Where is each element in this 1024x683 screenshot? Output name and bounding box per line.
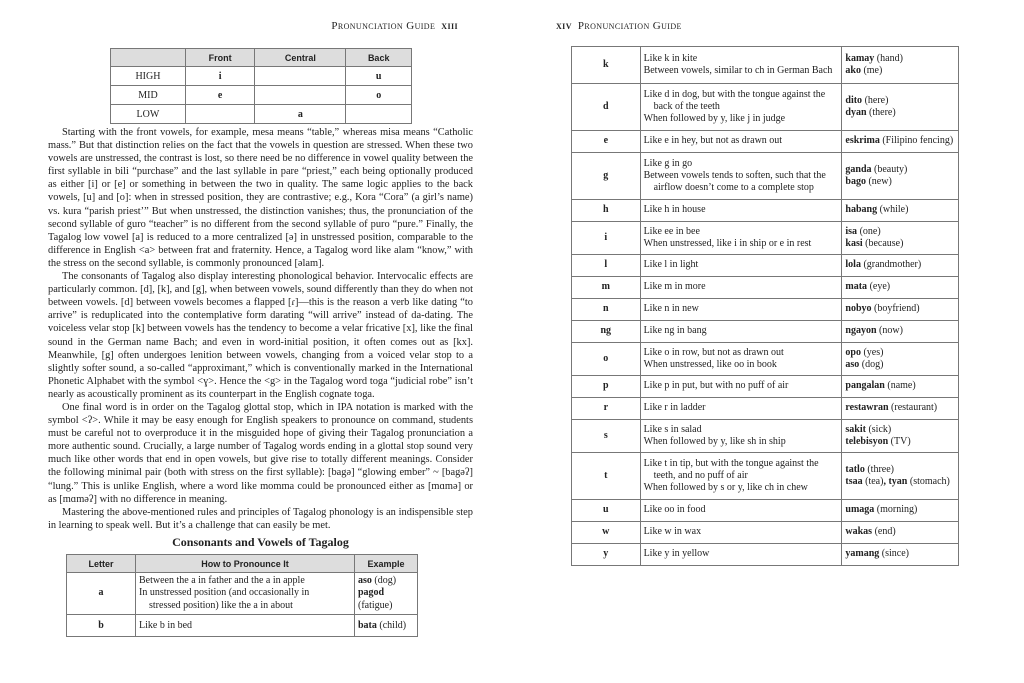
letter-cell: k: [572, 47, 641, 84]
example-line: pagod (fatigue): [358, 587, 393, 611]
example-cell: [842, 321, 959, 343]
pronunciation-cell: [640, 47, 842, 84]
pronunciation-line: Like b in bed: [139, 619, 193, 631]
pronunciation-cell: [640, 398, 842, 420]
pronunciation-line: Between vowels tends to soften, such that the: [643, 169, 826, 181]
running-head-title: Pronunciation Guide: [577, 20, 682, 32]
vowel-cell: [185, 105, 255, 124]
example-cell: [842, 420, 959, 453]
consonant-vowel-table-continued: [571, 46, 959, 566]
letter-cell: a: [67, 573, 136, 615]
example-line: mata (eye): [845, 281, 891, 293]
table-row: [572, 398, 959, 420]
letter-cell: e: [572, 131, 641, 153]
vowel-chart-header: Back: [346, 49, 412, 67]
running-head-right: [556, 20, 682, 32]
pronunciation-line: When unstressed, like oo in book: [643, 359, 777, 370]
example-line: ganda (beauty): [845, 163, 908, 175]
table-row: [67, 615, 418, 637]
vowel-chart-row: [111, 86, 412, 105]
example-line: kasi (because): [845, 238, 904, 249]
pronunciation-line: Like t in tip, but with the tongue against the: [643, 457, 819, 469]
table-row: [572, 255, 959, 277]
pronunciation-cell: [136, 573, 355, 615]
pronunciation-cell: [640, 522, 842, 544]
column-header: Letter: [67, 555, 136, 573]
pronunciation-line: Like g in go: [643, 157, 693, 169]
pronunciation-line: Like oo in food: [643, 504, 706, 516]
pronunciation-line: Like h in house: [643, 204, 706, 216]
vowel-cell: u: [346, 67, 412, 86]
pronunciation-line: Between vowels, similar to ch in German Bach: [643, 65, 833, 76]
pronunciation-line: When followed by y, like j in judge: [643, 113, 786, 125]
letter-cell: h: [572, 200, 641, 222]
letter-cell: o: [572, 343, 641, 376]
vowel-chart-header: Front: [185, 49, 255, 67]
table-row: [572, 376, 959, 398]
example-cell: [355, 615, 418, 637]
pronunciation-line: In unstressed position (and occasionally in: [139, 587, 310, 599]
vowel-chart-header: Central: [255, 49, 346, 67]
example-cell: [842, 500, 959, 522]
table-row: [572, 299, 959, 321]
letter-cell: l: [572, 255, 641, 277]
paragraph: The consonants of Tagalog also display interesting phonological behavior. Intervocalic effects are particularly common. [d], [k], and [g], when between vowels, sound differently than they do when not between vowels. [d] between vowels becomes a flapped [ɾ]—this is the reason a verb like dating “to arrive” is reduplicated into the contemplative form darating “will arrive” instead of da-dating. The voiceless velar stop [k] between vowels has the tendency to become a velar fricative [x], like the final sound in the German name Bach; and even in word-initial position, it often comes out as [kx]. Meanwhile, [g] often undergoes lenition between vowels, changing from a voiced velar stop to a slightly softer sound, a so-called “approximant,” which is conventionally marked in the International Phonetic Alphabet with the symbol <ɣ>. Hence the <g> in the Tagalog word toga “judicial robe” isn’t nearly as acoustically prominent as its counterpart in the English cognate toga.: [48, 271, 473, 400]
body-text: [48, 126, 473, 532]
pronunciation-line: Between the a in father and the a in apple: [139, 575, 305, 586]
example-line: sakit (sick): [845, 423, 892, 435]
pronunciation-line: teeth, and no puff of air: [653, 469, 748, 481]
table-row: [572, 153, 959, 200]
pronunciation-cell: [640, 222, 842, 255]
example-cell: [842, 84, 959, 131]
example-line: nobyo (boyfriend): [845, 303, 920, 315]
letter-cell: i: [572, 222, 641, 255]
running-head-title: Pronunciation Guide: [331, 20, 436, 32]
letter-cell: b: [67, 615, 136, 637]
example-line: lola (grandmother): [845, 259, 922, 271]
letter-cell: w: [572, 522, 641, 544]
example-line: kamay (hand): [845, 52, 903, 64]
example-cell: [842, 131, 959, 153]
vowel-cell: o: [346, 86, 412, 105]
table-row: [572, 84, 959, 131]
pronunciation-line: stressed position) like the a in about: [149, 599, 293, 611]
table-row: [67, 573, 418, 615]
letter-cell: y: [572, 544, 641, 566]
pronunciation-cell: [640, 544, 842, 566]
example-line: aso (dog): [845, 359, 884, 370]
pronunciation-line: Like ee in bee: [643, 225, 700, 237]
pronunciation-line: Like e in hey, but not as drawn out: [643, 135, 783, 147]
pronunciation-cell: [640, 153, 842, 200]
example-line: opo (yes): [845, 346, 884, 358]
pronunciation-line: Like d in dog, but with the tongue against the: [643, 88, 826, 100]
vowel-cell: [255, 67, 346, 86]
table-row: [572, 277, 959, 299]
pronunciation-line: Like s in salad: [643, 423, 702, 435]
example-line: tatlo (three): [845, 463, 894, 475]
pronunciation-cell: [640, 343, 842, 376]
pronunciation-cell: [136, 615, 355, 637]
pronunciation-line: airflow doesn’t come to a complete stop: [653, 182, 814, 194]
table-row: [572, 522, 959, 544]
pronunciation-line: Like r in ladder: [643, 402, 706, 414]
pronunciation-line: When followed by s or y, like ch in chew: [643, 482, 808, 494]
vowel-cell: a: [255, 105, 346, 124]
table-row: [572, 343, 959, 376]
vowel-cell: e: [185, 86, 255, 105]
example-line: ako (me): [845, 65, 883, 76]
example-line: aso (dog): [358, 575, 397, 586]
example-line: eskrima (Filipino fencing): [845, 135, 954, 147]
example-cell: [842, 222, 959, 255]
letter-cell: u: [572, 500, 641, 522]
pronunciation-line: Like ng in bang: [643, 325, 707, 337]
example-cell: [842, 376, 959, 398]
example-line: dito (here): [845, 94, 889, 106]
table-row: [572, 131, 959, 153]
example-cell: [842, 47, 959, 84]
table-row: [572, 544, 959, 566]
vowel-cell: i: [185, 67, 255, 86]
letter-cell: ng: [572, 321, 641, 343]
example-cell: [842, 453, 959, 500]
example-line: habang (while): [845, 204, 909, 216]
pronunciation-cell: [640, 420, 842, 453]
section-title: Consonants and Vowels of Tagalog: [172, 535, 349, 549]
example-line: wakas (end): [845, 526, 896, 538]
table-row: [572, 321, 959, 343]
page-number: xiv: [556, 20, 572, 32]
letter-cell: g: [572, 153, 641, 200]
example-line: restawran (restaurant): [845, 402, 938, 414]
pronunciation-line: Like n in new: [643, 303, 699, 315]
consonant-vowel-table: [66, 554, 418, 637]
example-line: umaga (morning): [845, 504, 918, 516]
letter-cell: r: [572, 398, 641, 420]
page-number: xiii: [441, 20, 458, 32]
example-cell: [842, 398, 959, 420]
vowel-cell: [255, 86, 346, 105]
example-cell: [842, 200, 959, 222]
letter-cell: d: [572, 84, 641, 131]
pronunciation-cell: [640, 255, 842, 277]
table-row: [572, 47, 959, 84]
pronunciation-line: When unstressed, like i in ship or e in rest: [643, 238, 812, 249]
example-line: dyan (there): [845, 107, 896, 118]
running-head-left: [331, 20, 464, 32]
letter-cell: s: [572, 420, 641, 453]
pronunciation-line: back of the teeth: [653, 100, 720, 112]
pronunciation-line: Like p in put, but with no puff of air: [643, 380, 789, 392]
pronunciation-cell: [640, 131, 842, 153]
pronunciation-line: Like m in more: [643, 281, 706, 293]
example-line: ngayon (now): [845, 325, 903, 337]
table-row: [572, 453, 959, 500]
example-cell: [842, 255, 959, 277]
column-header: Example: [355, 555, 418, 573]
example-line: bago (new): [845, 176, 892, 187]
pronunciation-line: Like w in wax: [643, 526, 702, 538]
pronunciation-line: Like k in kite: [643, 52, 698, 64]
table-row: [572, 200, 959, 222]
pronunciation-line: When followed by y, like sh in ship: [643, 436, 786, 447]
vowel-height-label: HIGH: [111, 67, 186, 86]
example-line: tsaa (tea), tyan (stomach): [845, 476, 950, 487]
example-cell: [842, 153, 959, 200]
example-cell: [842, 522, 959, 544]
column-header: How to Pronounce It: [136, 555, 355, 573]
vowel-chart-row: [111, 105, 412, 124]
pronunciation-line: Like l in light: [643, 259, 699, 271]
pronunciation-cell: [640, 200, 842, 222]
vowel-height-label: MID: [111, 86, 186, 105]
table-row: [572, 500, 959, 522]
example-line: bata (child): [358, 619, 407, 631]
paragraph: Starting with the front vowels, for example, mesa means “table,” whereas misa means “Catholic mass.” But that distinction relies on the fact that the vowels in question are stressed. When these two vowels are unstressed, the contrast is lost, so there need be no difference in vowel quality between the first syllable in bili “purchase” and the last syllable in pare “priest,” each being optionally produced as either [i] or [e] or something in between the two in quality. The same logic applies to the back vowels, [u] and [o]: when in stressed position, they are contrastive; e.g., Kora “Cora” (a girl’s name) vs. kura “parish priest’” But when unstressed, the distinction vanishes; thus, the pronunciation of the second syllable of guro “teacher” is no different from the second syllable of puro “pure.” Finally, the Tagalog low vowel [a] is reduced to a more centralized [ə] in unstressed position, comparable to the difference in English <a> between frat and fraternity. Hence, a Tagalog word like alam “know,” with the stress on the second syllable, is commonly pronounced [əlam].: [48, 127, 473, 269]
vowel-chart: [110, 48, 412, 124]
pronunciation-cell: [640, 321, 842, 343]
example-line: pangalan (name): [845, 380, 916, 392]
example-cell: [842, 277, 959, 299]
pronunciation-cell: [640, 277, 842, 299]
paragraph: Mastering the above-mentioned rules and principles of Tagalog phonology is an indispensible step in learning to speak well. But it’s a challenge that can easily be met.: [48, 506, 473, 531]
pronunciation-cell: [640, 376, 842, 398]
table-row: [572, 222, 959, 255]
paragraph: One final word is in order on the Tagalog glottal stop, which in IPA notation is marked with the symbol <ʔ>. While it may be easy enough for English speakers to pronounce on command, students must be careful not to overproduce it in the misguided hope of giving their Tagalog pronunciation a more authentic sound. Crucially, a large number of Tagalog words ending in a glottal stop sound very much like other words that end in open vowels, but give rise to totally different meanings. Consider the following minimal pair (both with stress on the first syllable): [bagə] “glowing ember” ~ [bagəʔ] “lung.” This is unlike English, where a word like momma could be pronounced either as [mɑmə] or as [mɑməʔ] with no difference in meaning.: [48, 401, 473, 505]
letter-cell: m: [572, 277, 641, 299]
vowel-chart-header: [111, 49, 186, 67]
example-line: yamang (since): [845, 548, 910, 560]
letter-cell: p: [572, 376, 641, 398]
letter-cell: t: [572, 453, 641, 500]
vowel-chart-row: [111, 67, 412, 86]
example-line: isa (one): [845, 225, 881, 237]
pronunciation-cell: [640, 500, 842, 522]
example-cell: [355, 573, 418, 615]
example-cell: [842, 544, 959, 566]
pronunciation-cell: [640, 453, 842, 500]
vowel-cell: [346, 105, 412, 124]
letter-cell: n: [572, 299, 641, 321]
vowel-height-label: LOW: [111, 105, 186, 124]
pronunciation-cell: [640, 299, 842, 321]
pronunciation-cell: [640, 84, 842, 131]
pronunciation-line: Like y in yellow: [643, 548, 710, 560]
example-line: telebisyon (TV): [845, 436, 911, 447]
example-cell: [842, 343, 959, 376]
table-row: [572, 420, 959, 453]
pronunciation-line: Like o in row, but not as drawn out: [643, 346, 784, 358]
example-cell: [842, 299, 959, 321]
